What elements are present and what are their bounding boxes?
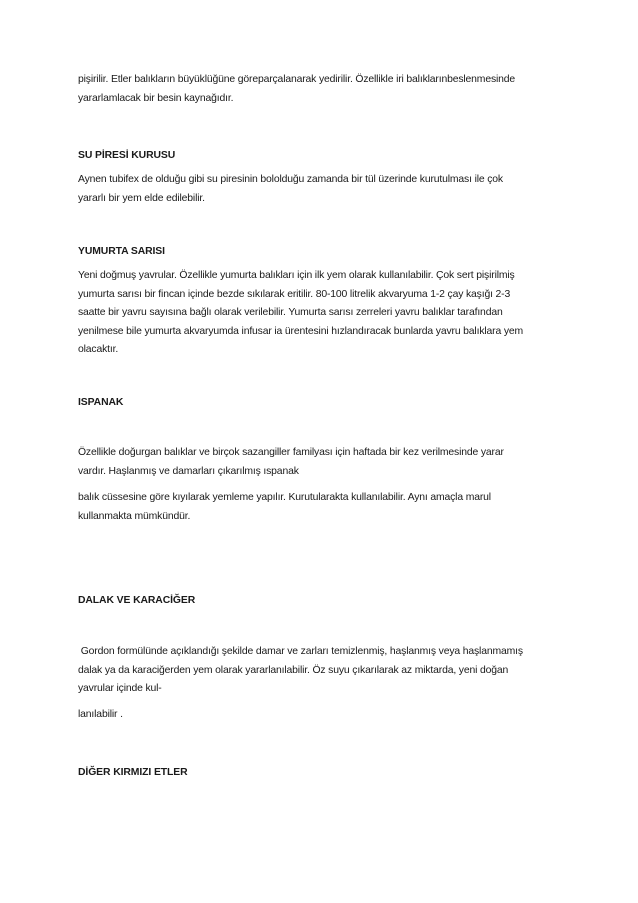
yumurta-paragraph	[78, 267, 562, 360]
paragraph-line: yavrular içinde kul-	[78, 683, 162, 694]
paragraph-line: olacaktır.	[78, 344, 119, 355]
heading-yumurta-sarisi: YUMURTA SARISI	[78, 246, 165, 257]
paragraph-line: saatte bir yavru sayısına bağlı olarak verilebilir. Yumurta sarısı zerreleri yavru balıklar tarafından	[78, 307, 503, 318]
paragraph-line: yararlamlacak bir besin kaynağıdır.	[78, 92, 234, 104]
paragraph-line: Özellikle doğurgan balıklar ve birçok sazangiller familyası için haftada bir kez verilmesinde yarar	[78, 447, 504, 458]
heading-ispanak: ISPANAK	[78, 397, 124, 408]
dalak-paragraph-2	[78, 706, 562, 725]
su-piresi-paragraph	[78, 171, 562, 208]
heading-su-piresi: SU PİRESİ KURUSU	[78, 150, 176, 161]
paragraph-line: yumurta sarısı bir fincan içinde bezde sıkılarak eritilir. 80-100 litrelik akvaryuma 1-2 çay kaşığı 2-3	[78, 288, 511, 300]
paragraph-line: kullanmakta mümkündür.	[78, 510, 191, 522]
paragraph-line: balık cüssesine göre kıyılarak yemleme yapılır. Kurutularakta kullanılabilir. Aynı amaçla marul	[78, 492, 491, 503]
paragraph-line: Yeni doğmuş yavrular. Özellikle yumurta balıkları için ilk yem olarak kullanılabilir. Çok sert pişirilmiş	[78, 270, 515, 281]
paragraph-line: pişirilir. Etler balıkların büyüklüğüne göreparçalanarak yedirilir. Özellikle iri balıklarınbeslenmesinde	[78, 74, 516, 85]
ispanak-paragraph-2	[78, 489, 562, 526]
heading-dalak-ve-karaciger: DALAK VE KARACİĞER	[78, 595, 196, 606]
paragraph-line: vardır. Haşlanmış ve damarları çıkarılmış ıspanak	[78, 465, 299, 477]
heading-diger-kirmizi-etler: DİĞER KIRMIZI ETLER	[78, 767, 188, 778]
paragraph-line: yararlı bir yem elde edilebilir.	[78, 192, 205, 204]
ispanak-paragraph-1	[78, 444, 562, 481]
intro-paragraph	[78, 71, 562, 108]
paragraph-line: lanılabilir .	[78, 709, 123, 720]
dalak-paragraph-1	[78, 643, 562, 699]
paragraph-line: Aynen tubifex de olduğu gibi su piresinin bololduğu zamanda bir tül üzerinde kurutulması ile çok	[78, 174, 503, 185]
paragraph-line: Gordon formülünde açıklandığı şekilde damar ve zarları temizlenmiş, haşlanmış veya haşlanmamış	[78, 646, 523, 657]
paragraph-line: yenilmese bile yumurta akvaryumda infusar ia ürentesini hızlandıracak bunlarda yavru balıklara yem	[78, 325, 524, 337]
paragraph-line: dalak ya da karaciğerden yem olarak yararlanılabilir. Öz suyu çıkarılarak az miktarda, yeni doğan	[78, 664, 509, 676]
